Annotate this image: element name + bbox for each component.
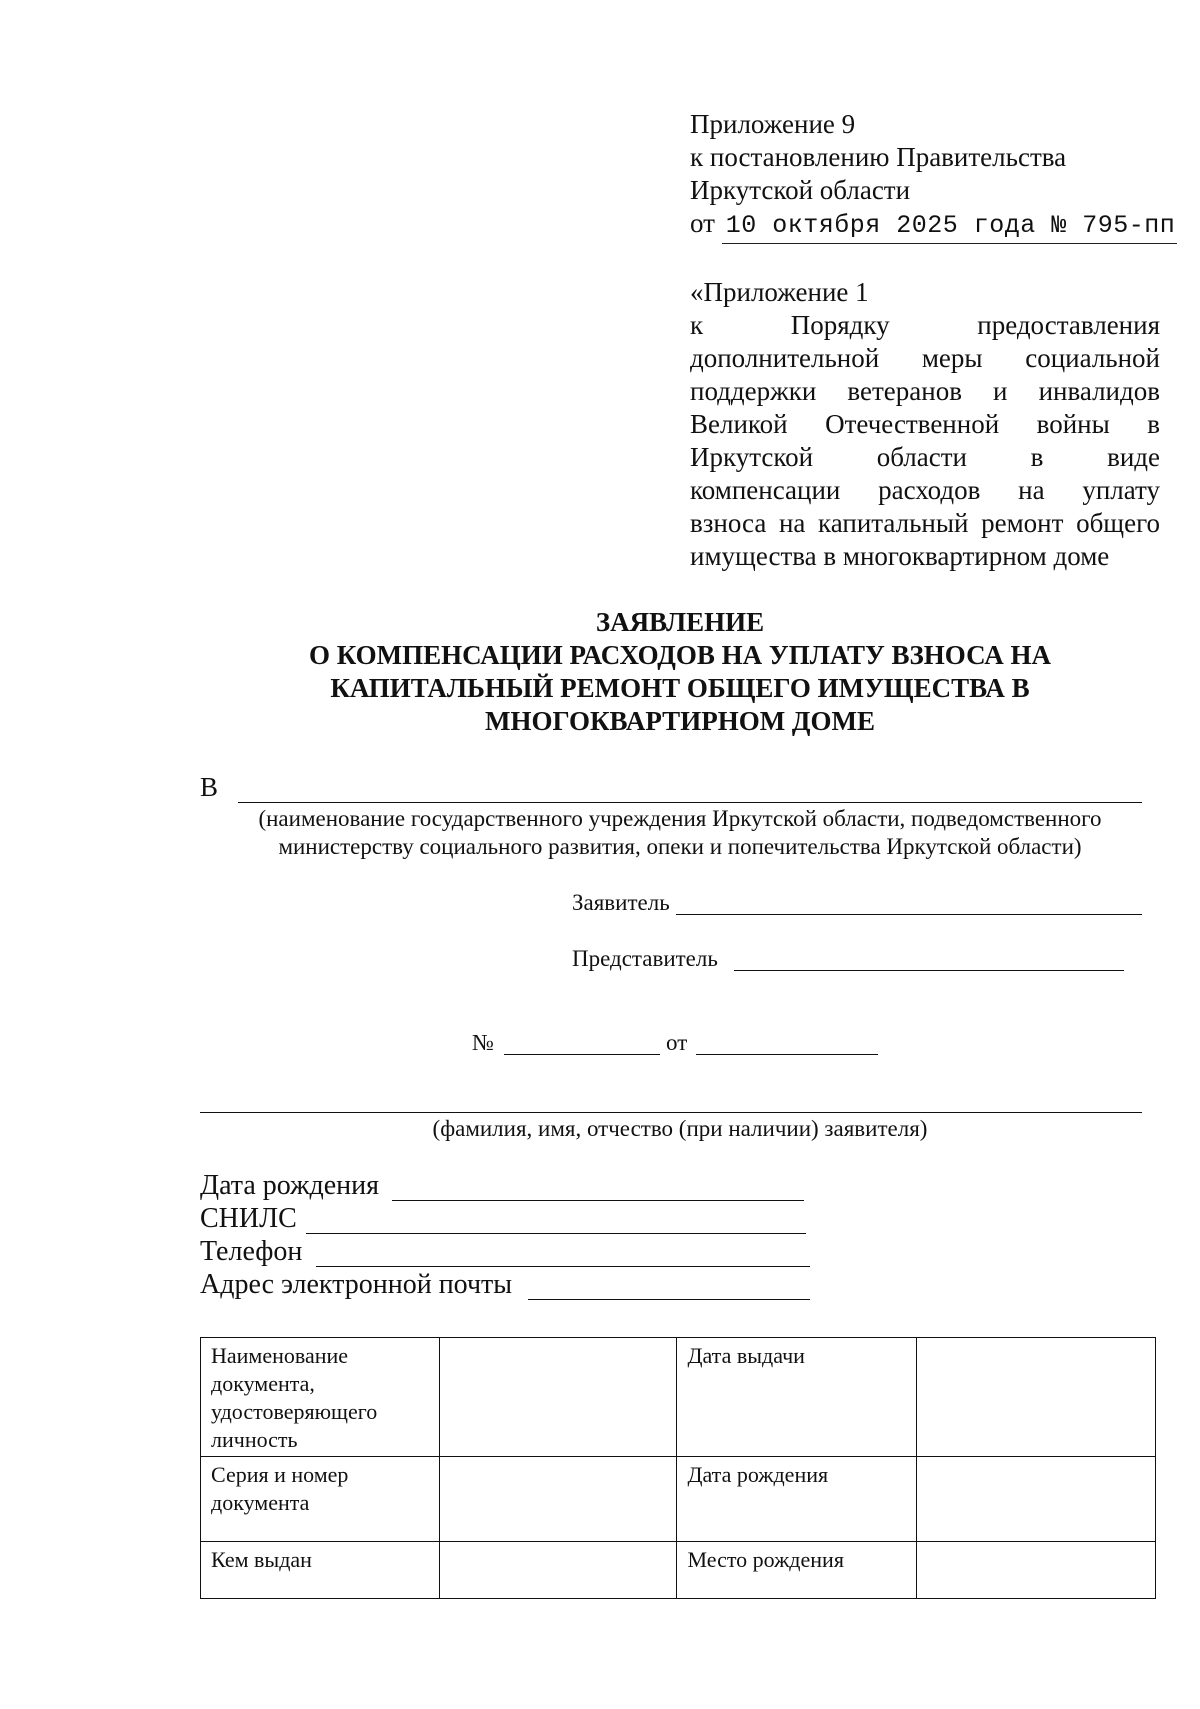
issued-by-label: Кем выдан	[201, 1542, 440, 1599]
title-line-3: КАПИТАЛЬНЫЙ РЕМОНТ ОБЩЕГО ИМУЩЕСТВА В	[330, 673, 1030, 703]
table-row	[201, 1338, 1156, 1457]
sub-appendix-line: к Порядку предоставления	[690, 310, 1160, 340]
number-label: №	[472, 1030, 494, 1055]
appendix-date-value: 10 октября 2025 года № 795-пп	[722, 209, 1178, 244]
sub-appendix-line: дополнительной меры социальной	[690, 343, 1160, 373]
representative-field[interactable]	[734, 970, 1124, 971]
recipient-hint-2: министерству социального развития, опеки и попечительства Иркутской области)	[278, 834, 1082, 859]
appendix-date-row	[690, 207, 1177, 244]
title-line-4: МНОГОКВАРТИРНОМ ДОМЕ	[484, 706, 875, 736]
representative-label: Представитель	[572, 946, 718, 971]
phone-field[interactable]	[316, 1266, 810, 1267]
recipient-hint-1: (наименование государственного учреждения Иркутской области, подведомственного	[258, 806, 1102, 831]
applicant-field[interactable]	[676, 914, 1142, 915]
appendix-date-prefix: от	[690, 208, 715, 238]
from-label: от	[666, 1030, 688, 1055]
document-title	[180, 606, 1180, 738]
doc-name-value[interactable]	[439, 1338, 677, 1457]
snils-field[interactable]	[306, 1233, 806, 1234]
sub-appendix-line: взноса на капитальный ремонт общего	[690, 508, 1160, 538]
applicant-label: Заявитель	[572, 890, 670, 915]
email-label: Адрес электронной почты	[200, 1269, 513, 1300]
birth-date-label: Дата рождения	[200, 1170, 379, 1201]
issue-date-label: Дата выдачи	[677, 1338, 917, 1457]
phone-label: Телефон	[200, 1236, 303, 1267]
snils-label: СНИЛС	[200, 1203, 297, 1234]
from-date-field[interactable]	[696, 1054, 878, 1055]
appendix-header	[690, 108, 1177, 244]
sub-appendix	[690, 276, 1160, 573]
appendix-line-3: Иркутской области	[690, 175, 911, 205]
email-field[interactable]	[528, 1299, 810, 1300]
birth-date-field[interactable]	[392, 1200, 804, 1201]
sub-appendix-line: «Приложение 1	[690, 277, 869, 307]
number-field[interactable]	[504, 1054, 660, 1055]
sub-appendix-line: Великой Отечественной войны в	[690, 409, 1160, 439]
recipient-field[interactable]	[238, 802, 1142, 803]
doc-birth-date-value[interactable]	[917, 1457, 1156, 1542]
appendix-line-1: Приложение 9	[690, 109, 856, 139]
appendix-line-2: к постановлению Правительства	[690, 142, 1067, 172]
sub-appendix-line: компенсации расходов на уплату	[690, 475, 1160, 505]
identity-document-table	[200, 1337, 1156, 1599]
issue-date-value[interactable]	[917, 1338, 1156, 1457]
title-line-1: ЗАЯВЛЕНИЕ	[595, 607, 765, 637]
table-row	[201, 1457, 1156, 1542]
doc-series-number-value[interactable]	[439, 1457, 677, 1542]
issued-by-value[interactable]	[439, 1542, 677, 1599]
table-row	[201, 1542, 1156, 1599]
doc-name-label: Наименование документа, удостоверяющего личность	[201, 1338, 440, 1457]
doc-series-number-label: Серия и номер документа	[201, 1457, 440, 1542]
fio-field[interactable]	[200, 1112, 1142, 1113]
sub-appendix-line: имущества в многоквартирном доме	[690, 541, 1110, 571]
birth-place-label: Место рождения	[677, 1542, 917, 1599]
doc-birth-date-label: Дата рождения	[677, 1457, 917, 1542]
sub-appendix-line: поддержки ветеранов и инвалидов	[690, 376, 1160, 406]
title-line-2: О КОМПЕНСАЦИИ РАСХОДОВ НА УПЛАТУ ВЗНОСА НА	[308, 640, 1052, 670]
sub-appendix-line: Иркутской области в виде	[690, 442, 1160, 472]
recipient-prefix: В	[200, 772, 219, 802]
fio-hint: (фамилия, имя, отчество (при наличии) заявителя)	[432, 1116, 928, 1141]
birth-place-value[interactable]	[917, 1542, 1156, 1599]
